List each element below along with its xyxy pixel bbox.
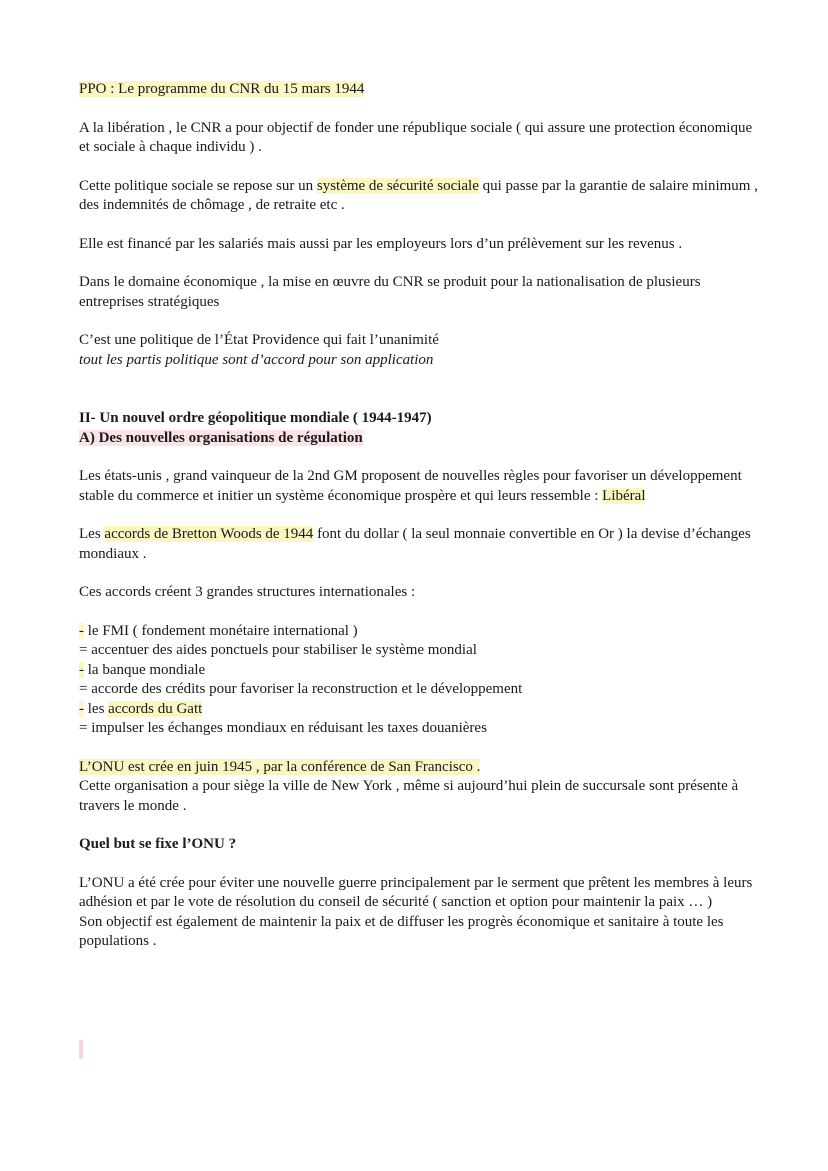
- list-item-banque: la banque mondiale: [84, 661, 206, 678]
- section-subtitle: A) Des nouvelles organisations de régulation: [79, 429, 363, 446]
- highlight-onu: L’ONU est crée en juin 1945 , par la conférence de San Francisco .: [79, 758, 481, 775]
- paragraph-usa: Les états-unis , grand vainqueur de la 2nd GM proposent de nouvelles règles pour favoriser un développement stable du commerce et initier un système économique prospère et qui leurs ressemble : Libéral: [79, 468, 742, 504]
- question-title: Quel but se fixe l’ONU ?: [79, 836, 237, 852]
- document-body: [79, 80, 759, 971]
- paragraph-cnr-objective: A la libération , le CNR a pour objectif de fonder une république sociale ( qui assure une protection économique et sociale à chaque individu ) .: [79, 119, 753, 155]
- list-dash: -: [79, 622, 84, 639]
- list-dash: -: [79, 661, 84, 678]
- highlight-gatt: accords du Gatt: [108, 700, 203, 717]
- highlight-securite-sociale: système de sécurité sociale: [316, 177, 479, 194]
- paragraph-social-policy: Cette politique sociale se repose sur un système de sécurité sociale qui passe par la garantie de salaire minimum , des indemnités de chômage , de retraite etc .: [79, 177, 758, 213]
- paragraph-bretton-woods: Les accords de Bretton Woods de 1944 font du dollar ( la seul monnaie convertible en Or ) la devise d’échanges mondiaux .: [79, 526, 751, 562]
- text-cursor-mark: [79, 1040, 83, 1059]
- ppo-heading: [79, 80, 759, 100]
- italic-note: tout les partis politique sont d’accord pour son application: [79, 351, 434, 368]
- highlight-bretton-woods: accords de Bretton Woods de 1944: [104, 526, 314, 542]
- list-dash: -: [79, 700, 84, 717]
- paragraph-economy: Dans le domaine économique , la mise en œuvre du CNR se produit pour la nationalisation de plusieurs entreprises stratégiques: [79, 274, 701, 310]
- paragraph-financing: Elle est financé par les salariés mais aussi par les employeurs lors d’un prélèvement sur les revenus .: [79, 235, 683, 252]
- paragraph-onu-creation: L’ONU est crée en juin 1945 , par la conférence de San Francisco . Cette organisation a pour siège la ville de New York , même si aujourd’hui plein de succursale sont présente à travers le monde .: [79, 758, 739, 814]
- list-item-banque-def: = accorde des crédits pour favoriser la reconstruction et le développement: [79, 681, 523, 697]
- paragraph-etat-providence: C’est une politique de l’État Providence qui fait l’unanimité tout les partis politique sont d’accord pour son application: [79, 332, 439, 368]
- paragraph-structures-intro: Ces accords créent 3 grandes structures internationales :: [79, 584, 416, 600]
- question-heading: [79, 835, 759, 855]
- list-item-fmi: le FMI ( fondement monétaire international ): [84, 622, 358, 639]
- list-item-gatt: les: [84, 700, 109, 717]
- list-item-fmi-def: = accentuer des aides ponctuels pour stabiliser le système mondial: [79, 642, 477, 658]
- paragraph-onu-goal: L’ONU a été crée pour éviter une nouvelle guerre principalement par le serment que prêtent les membres à leurs adhésion et par le vote de résolution du conseil de sécurité ( sanction et option pour maintenir la paix … ) Son objectif est également de maintenir la paix et de diffuser les progrès économique et sanitaire à toute les populations .: [79, 874, 753, 949]
- section-heading: [79, 409, 759, 448]
- ppo-title: PPO : Le programme du CNR du 15 mars 1944: [79, 81, 365, 97]
- highlight-liberal: Libéral: [602, 487, 646, 504]
- section-title: II- Un nouvel ordre géopolitique mondiale ( 1944-1947): [79, 410, 432, 426]
- structures-list: [79, 622, 759, 739]
- list-item-gatt-def: = impulser les échanges mondiaux en réduisant les taxes douanières: [79, 720, 487, 736]
